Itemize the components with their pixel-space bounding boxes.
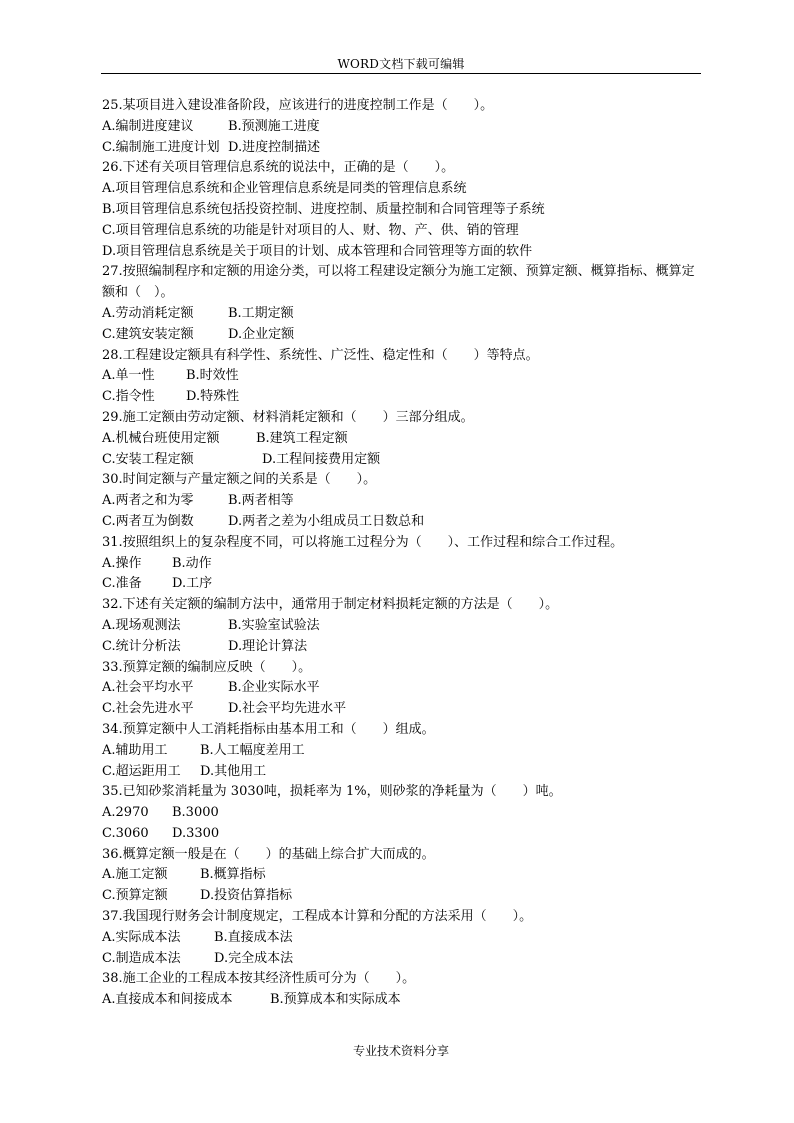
option-row — [102, 366, 702, 387]
question-block — [102, 658, 702, 720]
answer-option: D.3300 — [172, 825, 220, 841]
option-row — [102, 325, 702, 346]
question-block — [102, 346, 702, 408]
answer-option: A.辅助用工 — [102, 742, 168, 758]
answer-option: C.项目管理信息系统的功能是针对项目的人、财、物、产、供、销的管理 — [102, 222, 519, 238]
question-text: 38.施工企业的工程成本按其经济性质可分为（ ）。 — [102, 971, 416, 987]
option-row — [102, 824, 702, 845]
question-text: 34.预算定额中人工消耗指标由基本用工和（ ）组成。 — [102, 721, 435, 737]
option-row — [102, 637, 702, 658]
page-header-title: WORD文档下载可编辑 — [337, 57, 465, 71]
answer-option: B.时效性 — [186, 368, 239, 384]
answer-option: D.工序 — [172, 576, 213, 592]
option-row — [102, 429, 702, 450]
option-row — [102, 990, 702, 1011]
answer-option: A.2970 — [102, 805, 149, 821]
option-row — [102, 138, 702, 159]
question-block — [102, 720, 702, 782]
answer-option: A.社会平均水平 — [102, 680, 194, 696]
option-row — [102, 491, 702, 512]
answer-option: B.预测施工进度 — [228, 118, 320, 134]
answer-option: C.超运距用工 — [102, 763, 181, 779]
answer-option: A.项目管理信息系统和企业管理信息系统是同类的管理信息系统 — [102, 181, 467, 197]
answer-option: B.实验室试验法 — [228, 617, 320, 633]
question-block — [102, 470, 702, 532]
answer-option: C.3060 — [102, 825, 149, 841]
option-row — [102, 387, 702, 408]
question-block — [102, 96, 702, 158]
answer-option: C.准备 — [102, 576, 142, 592]
answer-option: B.人工幅度差用工 — [200, 742, 305, 758]
option-row — [102, 741, 702, 762]
question-block — [102, 533, 702, 595]
option-row — [102, 200, 702, 221]
option-row — [102, 554, 702, 575]
answer-option: D.完全成本法 — [214, 950, 294, 966]
option-row — [102, 803, 702, 824]
answer-option: A.实际成本法 — [102, 929, 181, 945]
answer-option: C.两者互为倒数 — [102, 513, 194, 529]
answer-option: C.统计分析法 — [102, 638, 181, 654]
answer-option: A.两者之和为零 — [102, 493, 194, 509]
option-row — [102, 699, 702, 720]
answer-option: C.安装工程定额 — [102, 451, 194, 467]
question-text: 37.我国现行财务会计制度规定，工程成本计算和分配的方法采用（ ）。 — [102, 909, 533, 925]
answer-option: D.进度控制描述 — [228, 139, 321, 155]
answer-option: A.施工定额 — [102, 867, 168, 883]
question-text: 33.预算定额的编制应反映（ ）。 — [102, 659, 312, 675]
question-block — [102, 907, 702, 969]
answer-option: D.理论计算法 — [228, 638, 308, 654]
answer-option: C.预算定额 — [102, 888, 168, 904]
option-row — [102, 512, 702, 533]
answer-option: C.编制施工进度计划 — [102, 139, 220, 155]
answer-option: D.两者之差为小组成员工日数总和 — [228, 513, 425, 529]
answer-option: D.工程间接费用定额 — [262, 451, 381, 467]
answer-option: D.项目管理信息系统是关于项目的计划、成本管理和合同管理等方面的软件 — [102, 243, 533, 259]
question-text: 26.下述有关项目管理信息系统的说法中，正确的是（ ）。 — [102, 160, 455, 176]
page-footer: 专业技术资料分享 — [352, 1044, 449, 1058]
question-block — [102, 158, 702, 262]
answer-option: B.项目管理信息系统包括投资控制、进度控制、质量控制和合同管理等子系统 — [102, 201, 545, 217]
option-row — [102, 117, 702, 138]
header-divider — [101, 73, 701, 74]
question-text: 36.概算定额一般是在（ ）的基础上综合扩大而成的。 — [102, 846, 435, 862]
question-text: 32.下述有关定额的编制方法中，通常用于制定材料损耗定额的方法是（ ）。 — [102, 597, 559, 613]
option-row — [102, 242, 702, 263]
question-text: 35.已知砂浆消耗量为 3030吨，损耗率为 1%，则砂浆的净耗量为（ ）吨。 — [102, 784, 562, 800]
answer-option: A.现场观测法 — [102, 617, 181, 633]
answer-option: D.其他用工 — [200, 763, 267, 779]
answer-option: B.直接成本法 — [214, 929, 293, 945]
option-row — [102, 678, 702, 699]
question-text: 30.时间定额与产量定额之间的关系是（ ）。 — [102, 472, 377, 488]
answer-option: C.建筑安装定额 — [102, 326, 194, 342]
option-row — [102, 886, 702, 907]
question-list — [102, 96, 702, 1011]
option-row — [102, 865, 702, 886]
answer-option: A.操作 — [102, 555, 142, 571]
question-block — [102, 262, 702, 345]
option-row — [102, 928, 702, 949]
answer-option: A.单一性 — [102, 368, 155, 384]
answer-option: D.特殊性 — [186, 389, 240, 405]
question-text: 29.施工定额由劳动定额、材料消耗定额和（ ）三部分组成。 — [102, 409, 474, 425]
question-block — [102, 408, 702, 470]
answer-option: A.直接成本和间接成本 — [102, 992, 233, 1008]
answer-option: A.劳动消耗定额 — [102, 305, 194, 321]
option-row — [102, 949, 702, 970]
question-text: 28.工程建设定额具有科学性、系统性、广泛性、稳定性和（ ）等特点。 — [102, 347, 539, 363]
answer-option: B.企业实际水平 — [228, 680, 320, 696]
option-row — [102, 179, 702, 200]
option-row — [102, 574, 702, 595]
answer-option: B.建筑工程定额 — [256, 430, 348, 446]
question-text: 27.按照编制程序和定额的用途分类，可以将工程建设定额分为施工定额、预算定额、概算指标、概算定额和（ ）。 — [102, 264, 695, 301]
answer-option: B.概算指标 — [200, 867, 266, 883]
question-block — [102, 782, 702, 844]
option-row — [102, 762, 702, 783]
option-row — [102, 450, 702, 471]
answer-option: B.工期定额 — [228, 305, 294, 321]
option-row — [102, 304, 702, 325]
answer-option: D.企业定额 — [228, 326, 295, 342]
answer-option: D.投资估算指标 — [200, 888, 293, 904]
answer-option: B.两者相等 — [228, 493, 294, 509]
question-block — [102, 845, 702, 907]
option-row — [102, 616, 702, 637]
option-row — [102, 221, 702, 242]
answer-option: B.动作 — [172, 555, 212, 571]
answer-option: C.指令性 — [102, 389, 155, 405]
question-text: 25.某项目进入建设准备阶段，应该进行的进度控制工作是（ ）。 — [102, 98, 494, 113]
answer-option: B.预算成本和实际成本 — [270, 992, 401, 1008]
answer-option: C.制造成本法 — [102, 950, 181, 966]
answer-option: A.编制进度建议 — [102, 118, 194, 134]
question-block — [102, 969, 702, 1011]
question-text: 31.按照组织上的复杂程度不同，可以将施工过程分为（ ）、工作过程和综合工作过程。 — [102, 534, 624, 550]
question-block — [102, 595, 702, 657]
answer-option: C.社会先进水平 — [102, 701, 194, 717]
answer-option: A.机械台班使用定额 — [102, 430, 220, 446]
answer-option: D.社会平均先进水平 — [228, 701, 347, 717]
answer-option: B.3000 — [172, 805, 219, 821]
